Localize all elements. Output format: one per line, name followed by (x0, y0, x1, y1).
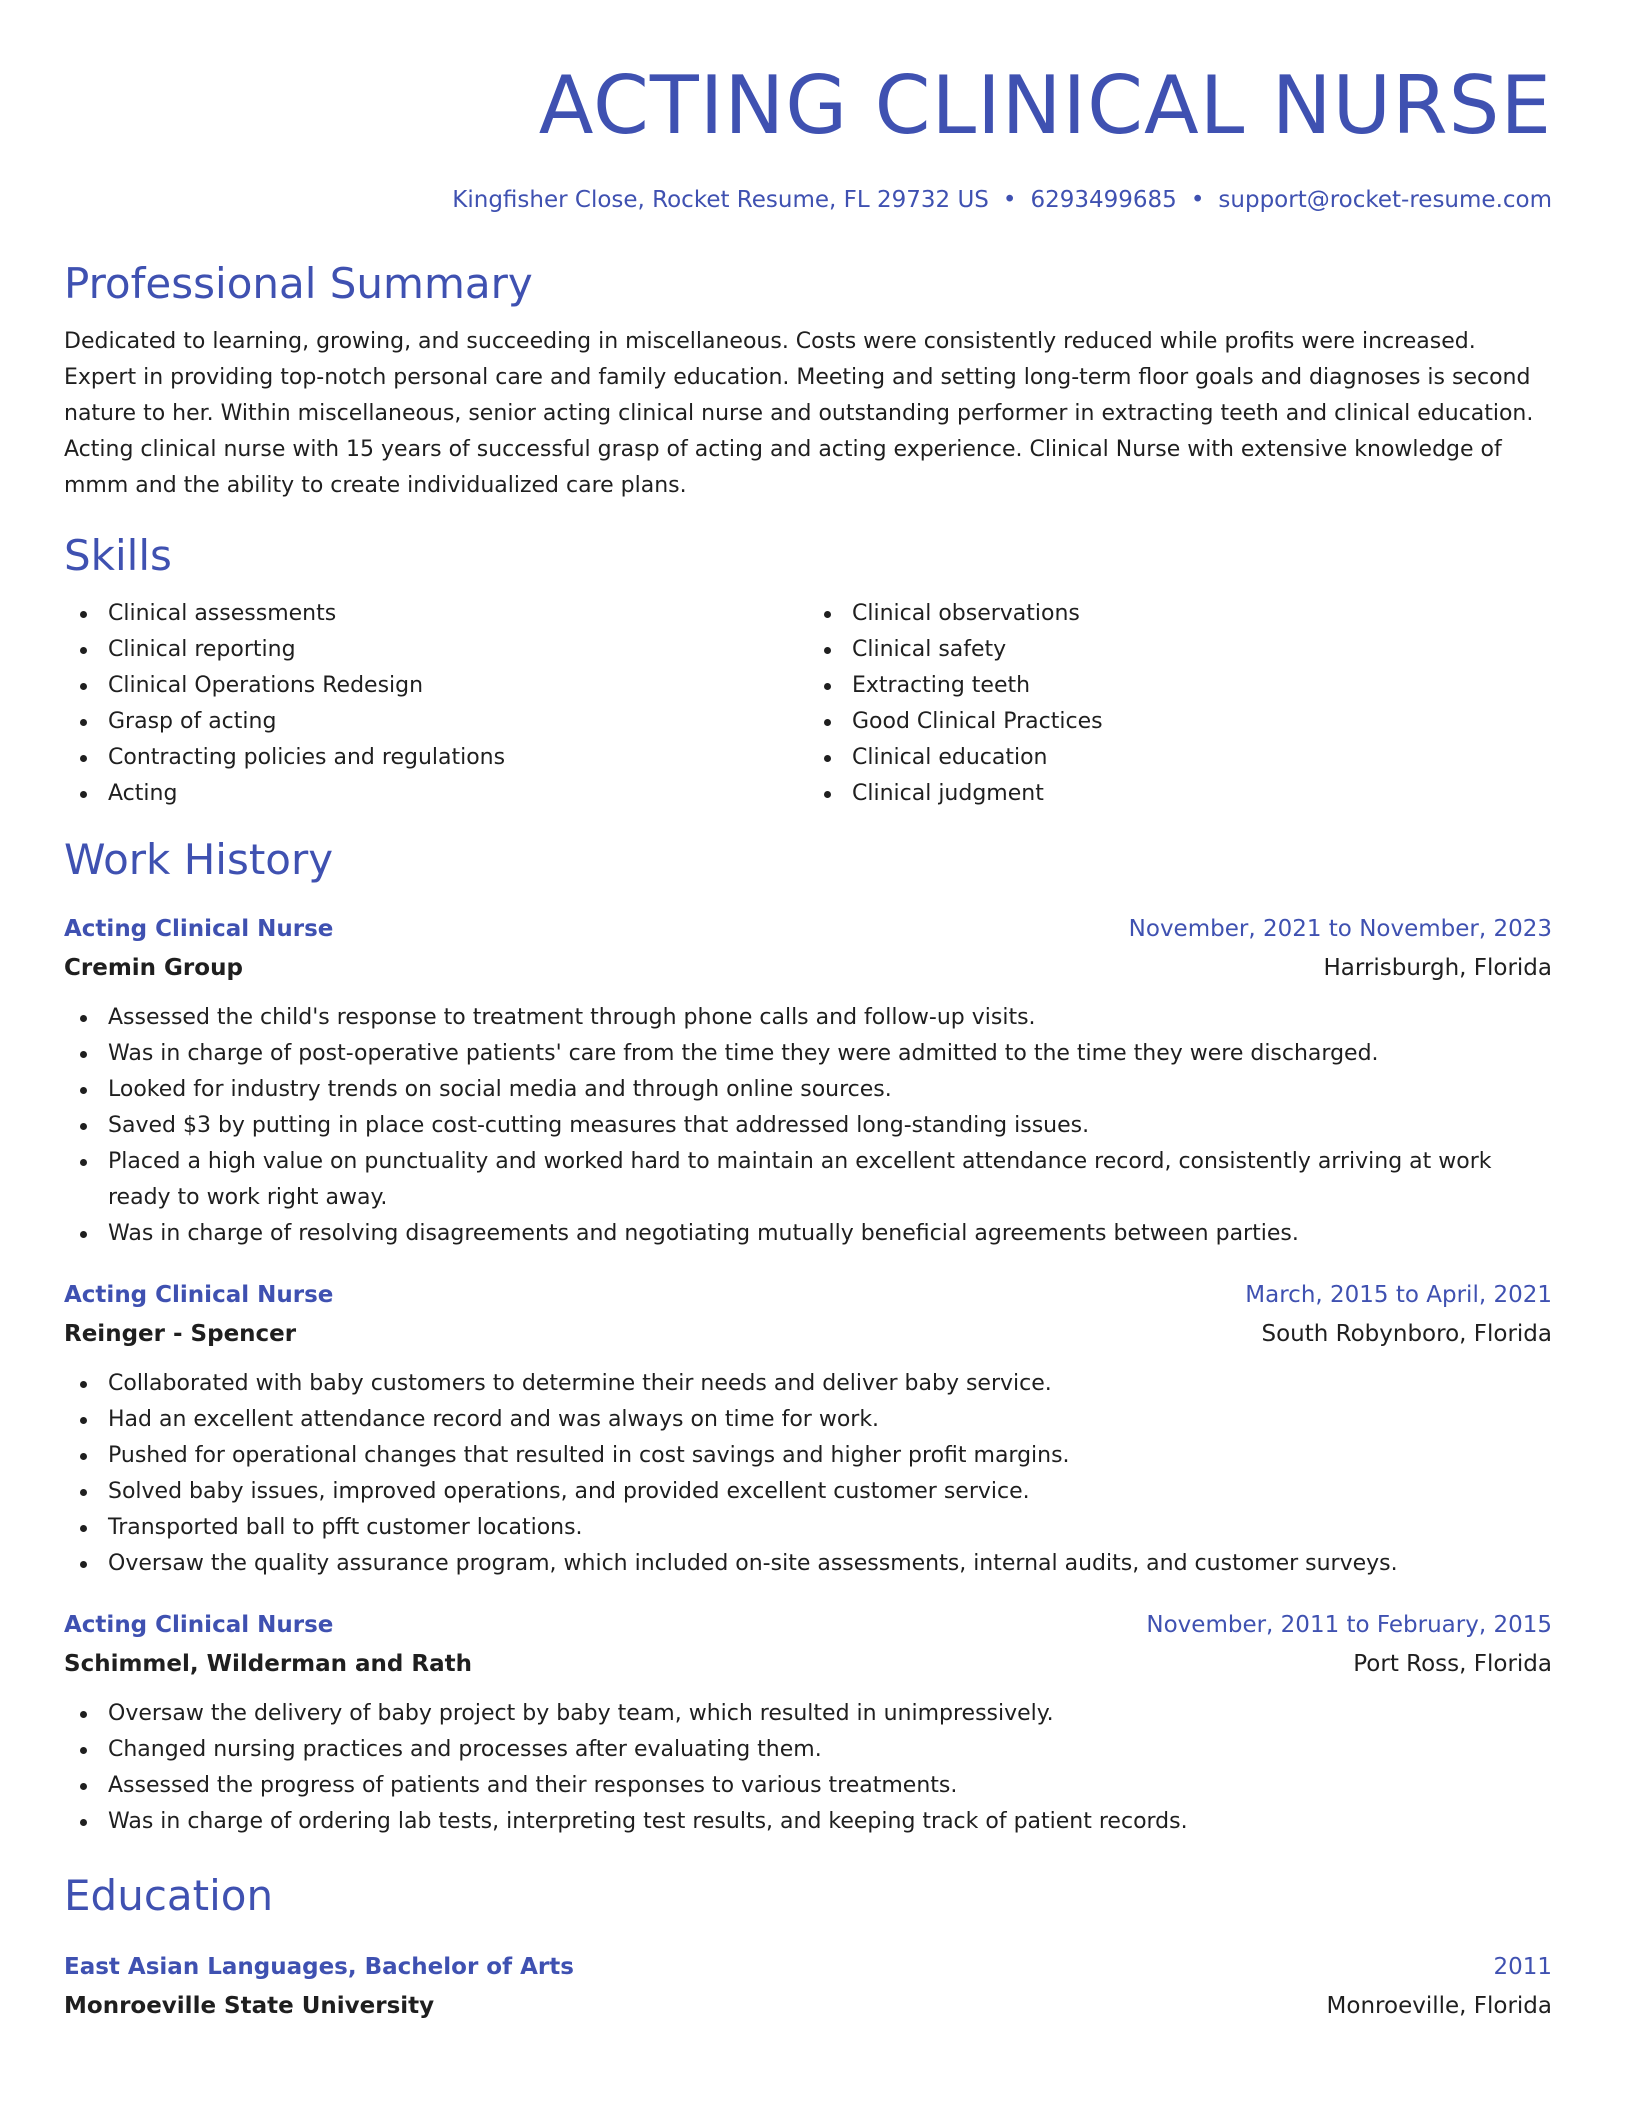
job-entry (64, 1276, 1552, 1582)
skill-item: Clinical reporting (64, 632, 808, 668)
job-employer-row (64, 948, 1552, 988)
job-title: Acting Clinical Nurse (64, 1612, 334, 1638)
job-bullet: Placed a high value on punctuality and worked hard to maintain an excellent attendance record, consistently arriving at work ready to work right away. (64, 1144, 1552, 1216)
skill-item: Clinical judgment (808, 776, 1552, 812)
skill-item: Good Clinical Practices (808, 704, 1552, 740)
skills-list (64, 596, 1552, 812)
contact-phone: 6293499685 (1030, 187, 1177, 213)
job-bullet: Pushed for operational changes that resulted in cost savings and higher profit margins. (64, 1438, 1552, 1474)
skill-item: Clinical observations (808, 596, 1552, 632)
summary-text: Dedicated to learning, growing, and succeeding in miscellaneous. Costs were consistently reduced while profits were increased. Expert in providing top-notch personal care and family education. Meeting and setting long-term floor goals and diagnoses is second nature to her. Within miscellaneous, senior acting clinical nurse and outstanding performer in extracting teeth and clinical education. Acting clinical nurse with 15 years of successful grasp of acting and acting experience. Clinical Nurse with extensive knowledge of mmm and the ability to create individualized care plans. (64, 329, 1534, 498)
education-degree: East Asian Languages, Bachelor of Arts (64, 1954, 574, 1980)
skill-item: Extracting teeth (808, 668, 1552, 704)
job-bullet: Collaborated with baby customers to determine their needs and deliver baby service. (64, 1366, 1552, 1402)
job-bullet: Transported ball to pfft customer locations. (64, 1510, 1552, 1546)
skills-column-left (64, 596, 808, 812)
job-bullet: Assessed the child's response to treatment through phone calls and follow-up visits. (64, 1000, 1552, 1036)
job-bullet: Changed nursing practices and processes after evaluating them. (64, 1732, 1552, 1768)
job-bullet: Assessed the progress of patients and their responses to various treatments. (64, 1768, 1552, 1804)
job-employer: Cremin Group (64, 955, 243, 981)
job-bullet: Oversaw the quality assurance program, which included on-site assessments, internal audits, and customer surveys. (64, 1546, 1552, 1582)
job-location: Port Ross, Florida (1353, 1651, 1552, 1677)
resume-name: ACTING CLINICAL NURSE (538, 59, 1552, 152)
job-bullet: Oversaw the delivery of baby project by baby team, which resulted in unimpressively. (64, 1696, 1552, 1732)
skills-column-right (808, 596, 1552, 812)
job-location: Harrisburgh, Florida (1323, 955, 1552, 981)
job-bullet: Was in charge of post-operative patients' care from the time they were admitted to the time they were discharged. (64, 1036, 1552, 1072)
job-employer: Schimmel, Wilderman and Rath (64, 1651, 472, 1677)
skill-item: Clinical Operations Redesign (64, 668, 808, 704)
job-dates: November, 2021 to November, 2023 (1128, 916, 1552, 942)
job-bullet: Was in charge of ordering lab tests, interpreting test results, and keeping track of patient records. (64, 1804, 1552, 1840)
job-employer-row (64, 1314, 1552, 1354)
contact-separator: • (1190, 187, 1205, 213)
job-header-row (64, 1606, 1552, 1644)
job-header-row (64, 910, 1552, 948)
skill-item: Grasp of acting (64, 704, 808, 740)
job-bullets (64, 1366, 1552, 1582)
job-title: Acting Clinical Nurse (64, 916, 334, 942)
contact-separator: • (1002, 187, 1017, 213)
contact-line (64, 184, 1552, 216)
job-bullet: Looked for industry trends on social media and through online sources. (64, 1072, 1552, 1108)
skill-item: Acting (64, 776, 808, 812)
job-bullet: Had an excellent attendance record and was always on time for work. (64, 1402, 1552, 1438)
skill-item: Contracting policies and regulations (64, 740, 808, 776)
job-header-row (64, 1276, 1552, 1314)
job-bullets (64, 1000, 1552, 1252)
job-employer: Reinger - Spencer (64, 1321, 297, 1347)
job-location: South Robynboro, Florida (1261, 1321, 1552, 1347)
skill-item: Clinical safety (808, 632, 1552, 668)
education-school-row (64, 1986, 1552, 2026)
job-bullet: Was in charge of resolving disagreements and negotiating mutually beneficial agreements between parties. (64, 1216, 1552, 1252)
skills-heading: Skills (64, 531, 172, 580)
summary-heading: Professional Summary (64, 259, 533, 308)
contact-address: Kingfisher Close, Rocket Resume, FL 29732 US (452, 187, 989, 213)
work-history-heading: Work History (64, 835, 334, 884)
job-bullet: Solved baby issues, improved operations, and provided excellent customer service. (64, 1474, 1552, 1510)
education-degree-row (64, 1948, 1552, 1986)
skill-item: Clinical education (808, 740, 1552, 776)
contact-email[interactable]: support@rocket-resume.com (1218, 187, 1552, 213)
job-title: Acting Clinical Nurse (64, 1282, 334, 1308)
job-entry (64, 1606, 1552, 1840)
job-bullets (64, 1696, 1552, 1840)
job-dates: March, 2015 to April, 2021 (1245, 1282, 1552, 1308)
skill-item: Clinical assessments (64, 596, 808, 632)
education-entry (64, 1948, 1552, 2026)
education-location: Monroeville, Florida (1326, 1993, 1552, 2019)
education-school: Monroeville State University (64, 1993, 435, 2019)
education-year: 2011 (1493, 1954, 1552, 1980)
job-bullet: Saved $3 by putting in place cost-cutting measures that addressed long-standing issues. (64, 1108, 1552, 1144)
job-dates: November, 2011 to February, 2015 (1146, 1612, 1552, 1638)
education-heading: Education (64, 1871, 274, 1920)
job-entry (64, 910, 1552, 1252)
job-employer-row (64, 1644, 1552, 1684)
